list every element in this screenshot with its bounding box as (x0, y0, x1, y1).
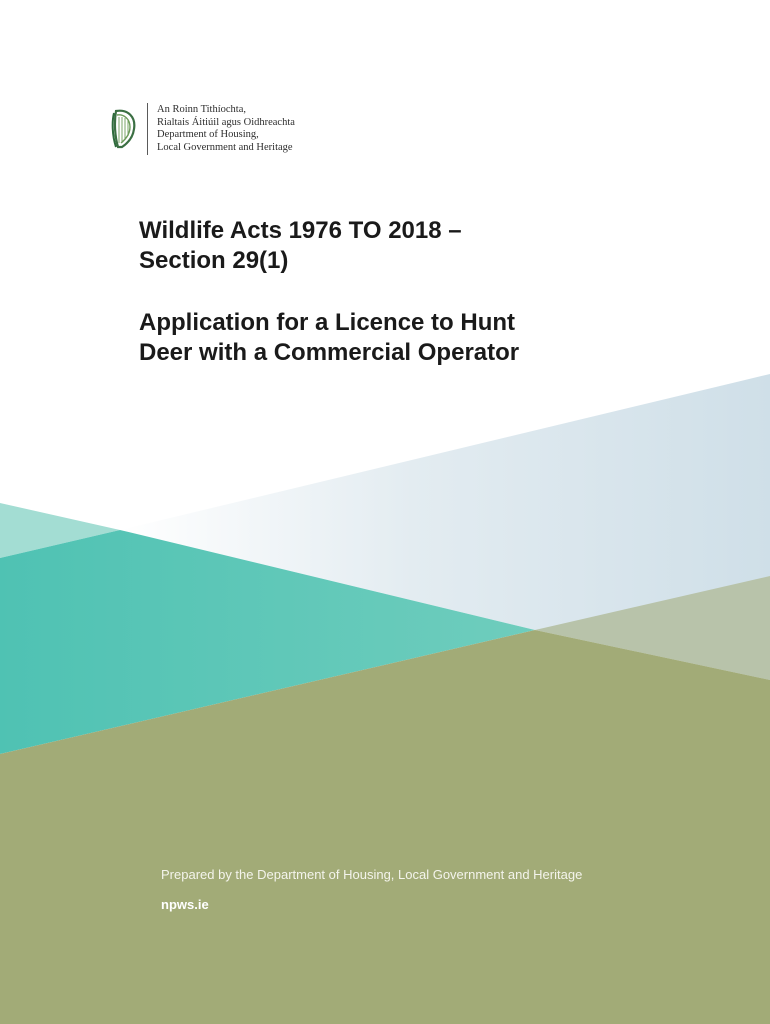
website-link[interactable]: npws.ie (161, 897, 209, 912)
logo-line-irish-1: An Roinn Tithíochta, (157, 104, 246, 115)
application-title-line-1: Application for a Licence to Hunt (139, 309, 516, 336)
prepared-by-text: Prepared by the Department of Housing, Local Government and Heritage (161, 867, 583, 882)
act-title-line-2: Section 29(1) (139, 247, 289, 274)
logo-line-irish-2: Rialtais Áitiúil agus Oidhreachta (157, 116, 295, 128)
harp-icon (108, 107, 140, 151)
act-title-line-1: Wildlife Acts 1976 TO 2018 – (139, 217, 462, 244)
application-title-line-2: Deer with a Commercial Operator (139, 339, 520, 366)
logo-text (157, 104, 295, 154)
document-title (139, 216, 699, 368)
logo-divider (147, 103, 148, 155)
logo-line-english-1: Department of Housing, (157, 129, 259, 140)
logo-line-english-2: Local Government and Heritage (157, 141, 293, 153)
footer (161, 866, 582, 914)
department-logo (108, 103, 295, 155)
